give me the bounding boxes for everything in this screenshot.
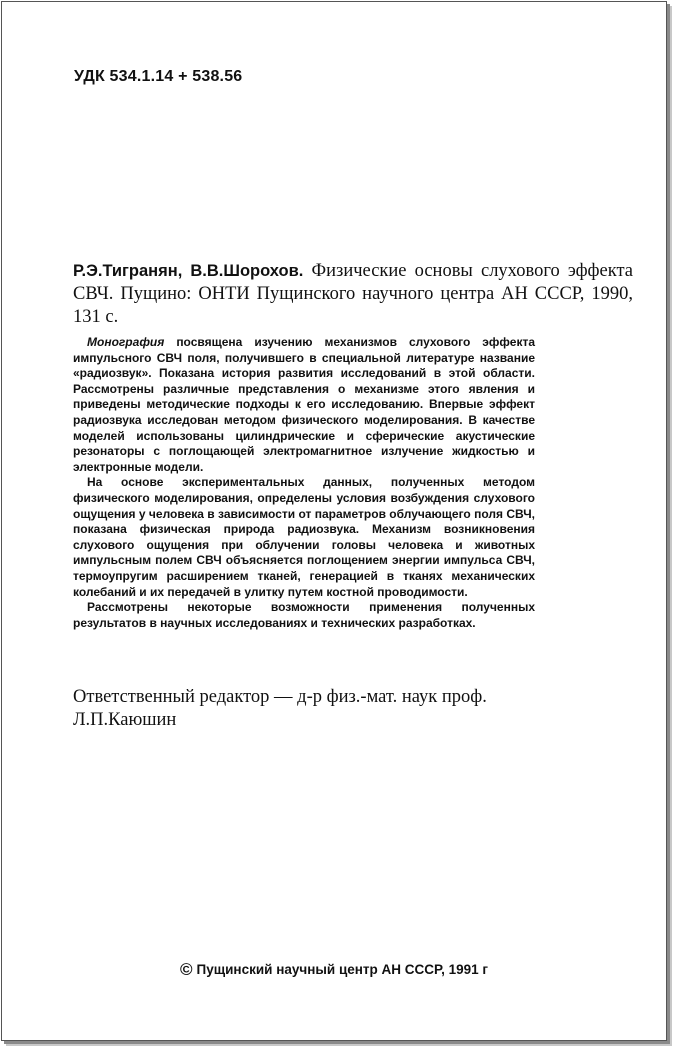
responsible-editor: Ответственный редактор — д-р физ.-мат. наук проф. Л.П.Каюшин: [73, 687, 487, 730]
abstract: [73, 335, 535, 631]
citation-authors: Р.Э.Тигранян, В.В.Шорохов.: [73, 262, 304, 280]
bibliographic-citation: [73, 260, 633, 329]
copyright-line: [180, 960, 488, 980]
abstract-paragraph-2: На основе экспериментальных данных, полученных методом физического моделирования, определены условия возбуждения слухового ощущения у человека в зависимости от параметров облучающего поля СВЧ, показана физическая природа радиозвука. Механизм возникновения слухового ощущения при облучении головы человека и животных импульсным полем СВЧ объясняется поглощением энергии импульса СВЧ, термоупругим расширением тканей, генерацией в тканях механических колебаний и их передачей в улитку путем костной проводимости.: [73, 475, 535, 599]
udk-code: УДК 534.1.14 + 538.56: [74, 68, 243, 85]
abstract-paragraph-1: [73, 335, 535, 475]
abstract-paragraph-1-text: посвящена изучению механизмов слухового эффекта импульсного СВЧ поля, получившего в специальной литературе название «радиозвук». Показана история развития исследований в этой области. Рассмотрены различные представления о механизме этого явления и приведены методические подходы к его исследованию. Впервые эффект радиозвука исследован методом физического моделирования. В качестве моделей использованы цилиндрические и сферические акустические резонаторы с поглощающей электромагнитное излучение жидкостью и электронные модели.: [73, 335, 536, 474]
abstract-lead-word: Монография: [87, 335, 165, 349]
abstract-paragraph-3: Рассмотрены некоторые возможности применения полученных результатов в научных исследованиях и технических разработках.: [73, 600, 535, 630]
document-page: [1, 1, 667, 1041]
citation-title-publisher: Физические основы слухового эффекта СВЧ. Пущино: ОНТИ Пущинского научного центра АН СССР, 1990, 131 с.: [73, 261, 634, 327]
copyright-icon: ©: [180, 960, 193, 979]
copyright-text: Пущинский научный центр АН СССР, 1991 г: [196, 962, 489, 977]
